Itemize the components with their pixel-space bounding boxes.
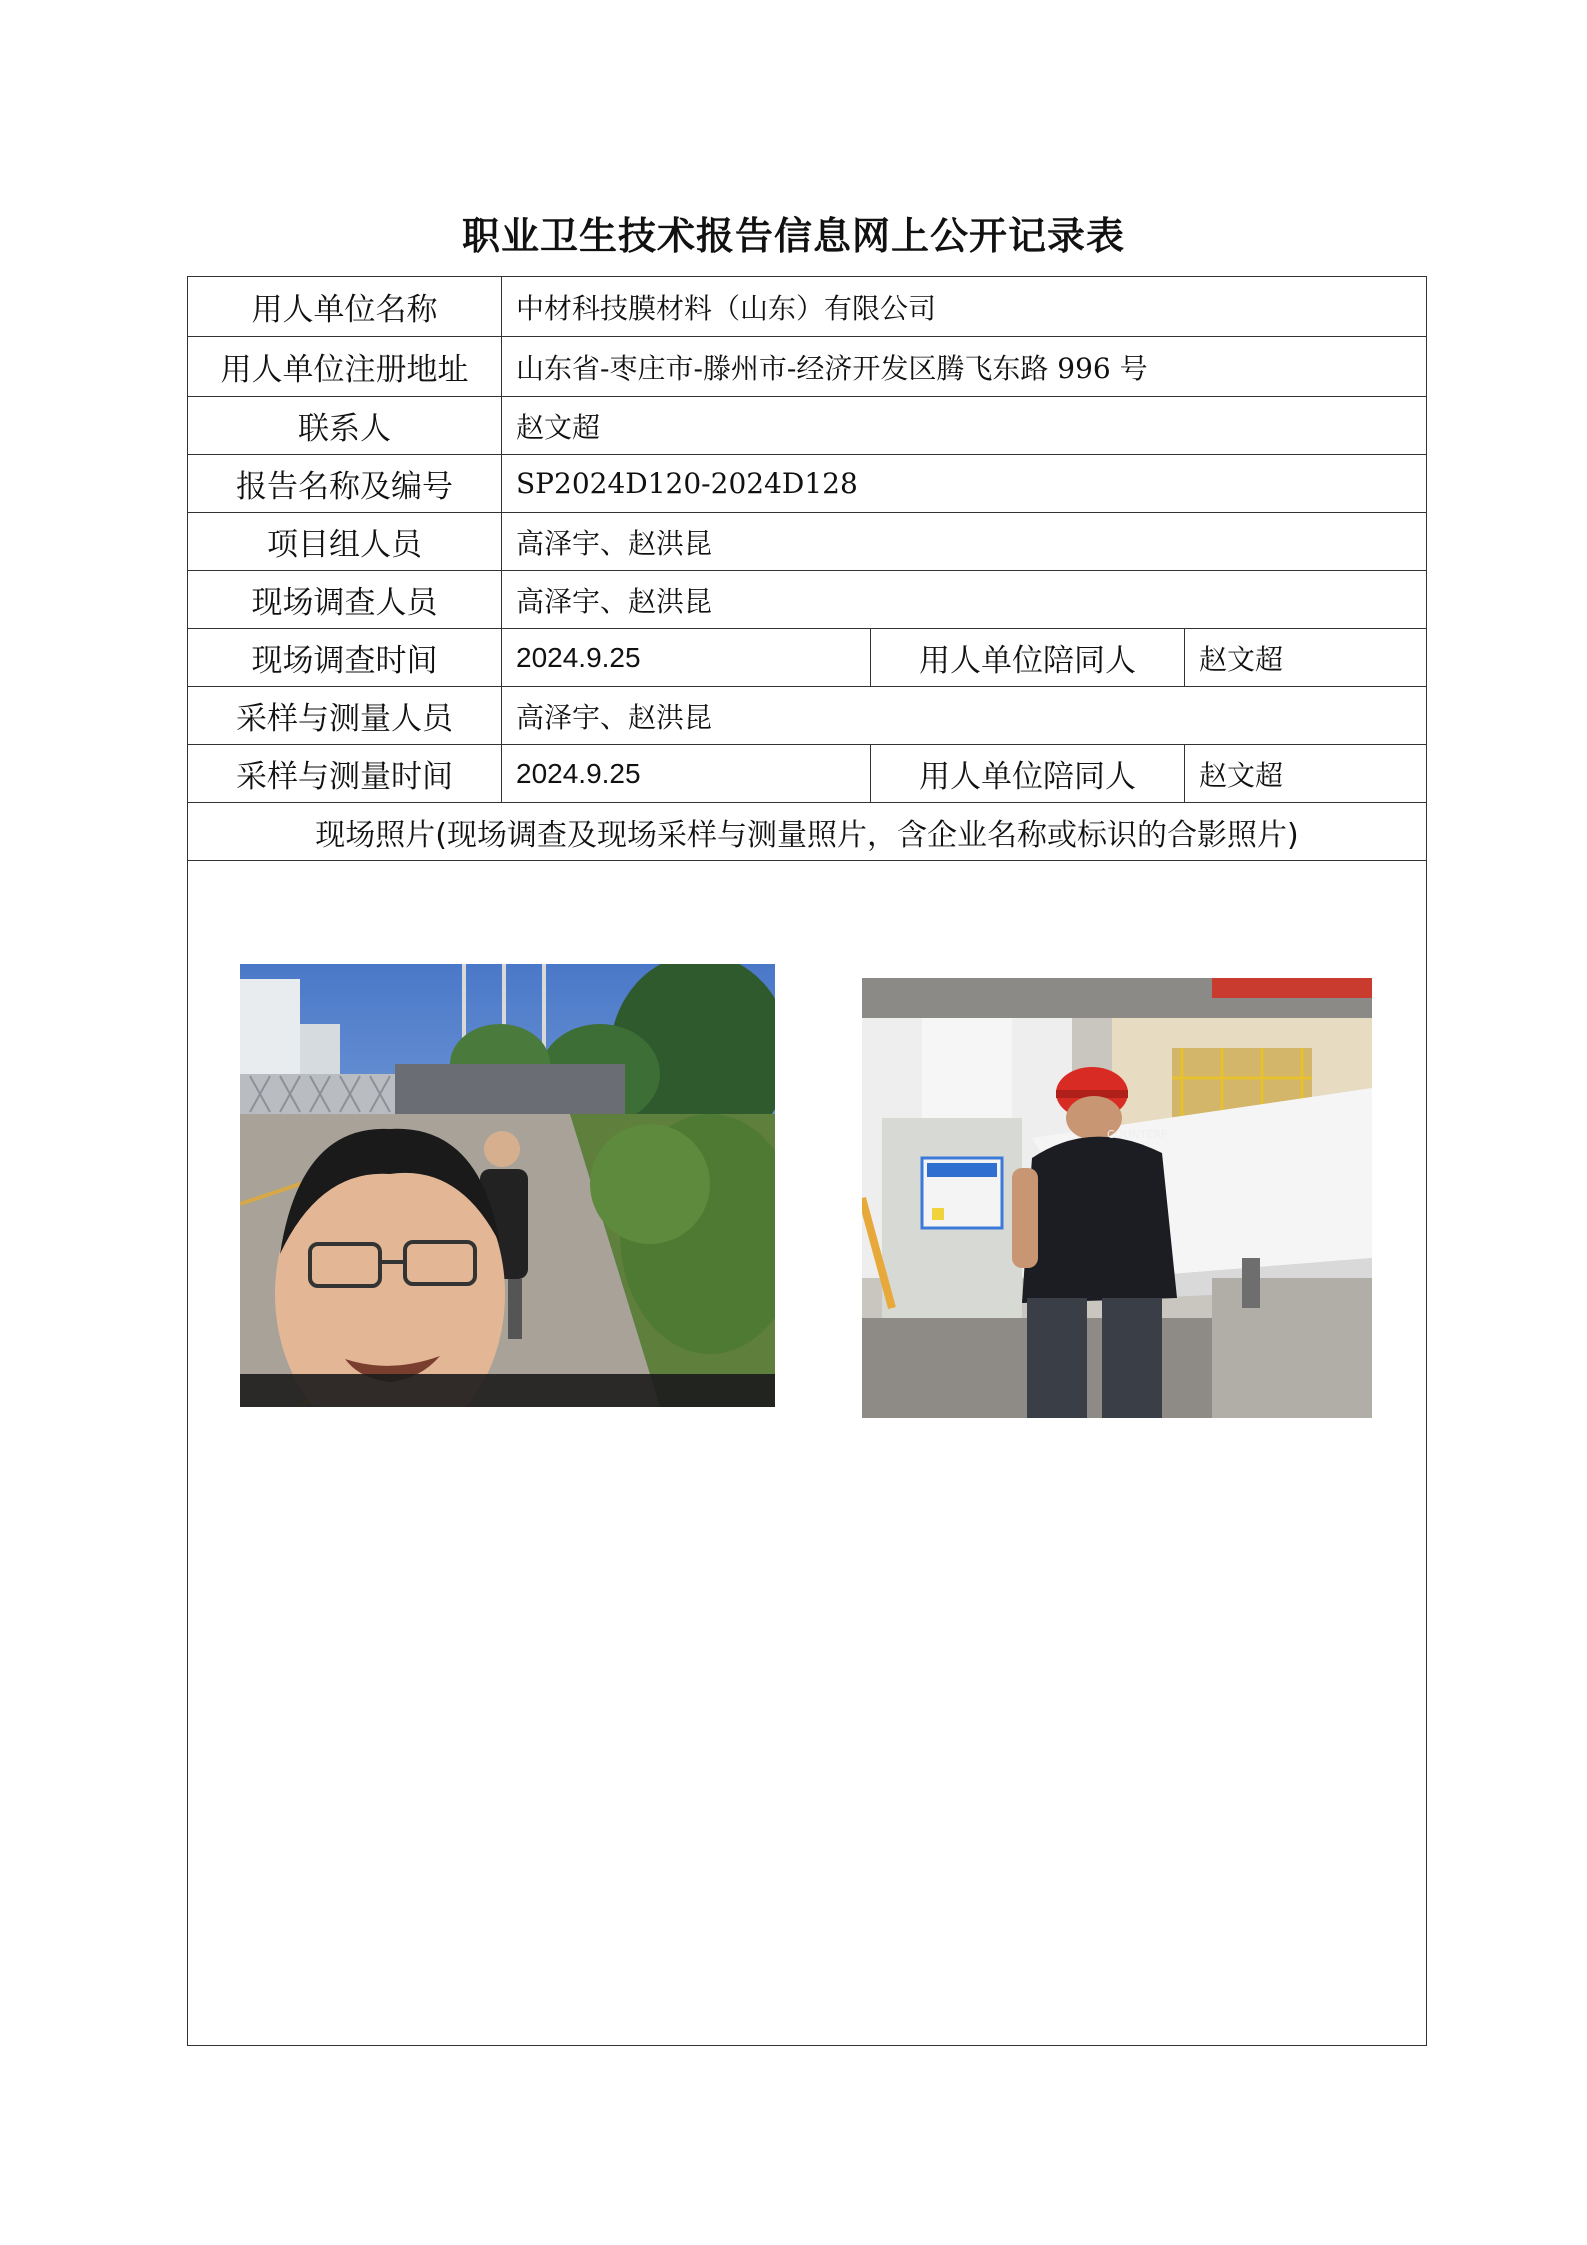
row-employer-address [188,337,1426,397]
report-value: SP2024D120-2024D128 [516,467,858,500]
row-photos-header [188,803,1426,861]
row-employer-name [188,277,1426,337]
field-time-value: 2024.9.25 [516,641,641,673]
project-team-value: 高泽宇、赵洪昆 [516,526,713,560]
form-title: 职业卫生技术报告信息网上公开记录表 [461,214,1125,258]
employer-name-value: 中材科技膜材料（山东）有限公司 [516,291,937,325]
row-contact [188,397,1426,455]
row-report [188,455,1426,513]
photo-factory-worker [862,978,1372,1418]
photos-header: 现场照片(现场调查及现场采样与测量照片，含企业名称或标识的合影照片) [315,817,1299,853]
employer-name-label: 用人单位名称 [188,277,502,336]
field-staff-value: 高泽宇、赵洪昆 [516,584,713,618]
sampling-staff-label: 采样与测量人员 [188,687,502,744]
sampling-time-label: 采样与测量时间 [188,745,502,802]
project-team-label: 项目组人员 [188,513,502,570]
sampling-staff-value: 高泽宇、赵洪昆 [516,700,713,734]
row-sampling-staff [188,687,1426,745]
field-companion-value: 赵文超 [1199,642,1284,676]
photo-gate-selfie [240,964,775,1407]
contact-label: 联系人 [188,397,502,454]
record-table [187,276,1427,2046]
sampling-companion-value: 赵文超 [1199,758,1284,792]
field-companion-label: 用人单位陪同人 [870,629,1185,686]
field-staff-label: 现场调查人员 [188,571,502,628]
sampling-companion-label: 用人单位陪同人 [870,745,1185,802]
svg-text:COUNTERP: COUNTERP [1107,1128,1168,1141]
photo-gate-selfie-image [240,964,775,1407]
row-project-team [188,513,1426,571]
field-time-label: 现场调查时间 [188,629,502,686]
photo-factory-worker-image [862,978,1372,1418]
employer-address-value: 山东省-枣庄市-滕州市-经济开发区腾飞东路 996 号 [516,351,1148,385]
contact-value: 赵文超 [516,410,601,444]
row-field-staff [188,571,1426,629]
row-field-time [188,629,1426,687]
sampling-time-value: 2024.9.25 [516,757,641,789]
report-label: 报告名称及编号 [188,455,502,512]
employer-address-label: 用人单位注册地址 [188,337,502,396]
row-sampling-time [188,745,1426,803]
